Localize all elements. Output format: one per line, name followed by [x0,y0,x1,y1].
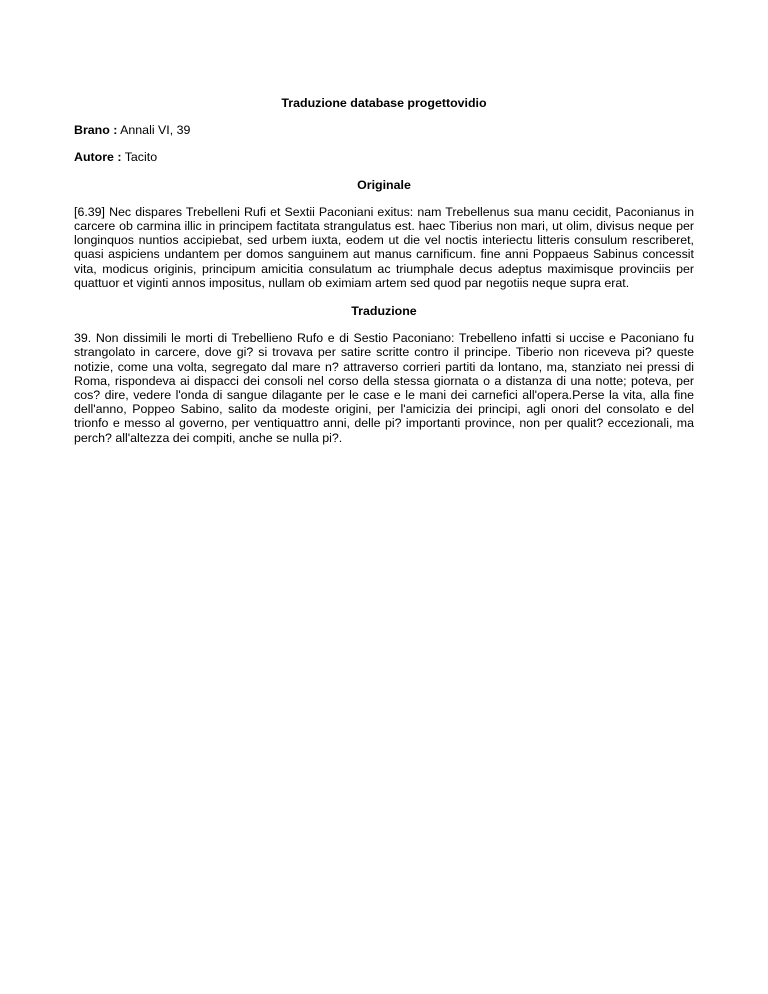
autore-label: Autore : [74,150,122,165]
brano-value: Annali VI, 39 [120,123,191,138]
document-page [74,96,694,459]
translation-text: 39. Non dissimili le morti di Trebellieno Rufo e di Sestio Paconiano: Trebelleno infatti si uccise e Paconiano fu strangolato in carcere, dove gi? si trovava per satire scritte contro il principe. Tiberio non riceveva pi? queste notizie, come una volta, segregato dal mare n? attraverso corrieri partiti da lontano, ma, stanziato nei pressi di Roma, rispondeva ai dispacci dei consoli nel corso della stessa giornata o a distanza di una notte; poteva, per cos? dire, vedere l'onda di sangue dilagante per le case e le mani dei carnefici all'opera.Perse la vita, alla fine dell'anno, Poppeo Sabino, salito da modeste origini, per l'amicizia dei principi, agli onori del consolato e del trionfo e messo al governo, per ventiquattro anni, delle pi? importanti province, non per qualit? eccezionali, ma perch? all'altezza dei compiti, anche se nulla pi?. [74,331,694,445]
brano-line [74,123,694,137]
original-text: [6.39] Nec dispares Trebelleni Rufi et Sextii Paconiani exitus: nam Trebellenus sua manu cecidit, Paconianus in carcere ob carmina illic in principem factitata strangulatus est. haec Tiberius non mari, ut olim, divisus neque per longinquos nuntios accipiebat, sed urbem iuxta, eodem ut die vel noctis interiectu litteris consulum rescriberet, quasi aspiciens undantem per domos sanguinem aut manus carnificum. fine anni Poppaeus Sabinus concessit vita, modicus originis, principum amicitia consulatum ac triumphale decus adeptus maximisque provinciis per quattuor et viginti annos impositus, nullam ob eximiam artem sed quod par negotiis neque supra erat. [74,204,694,290]
autore-line [74,150,694,164]
autore-value: Tacito [124,150,158,165]
translation-heading: Traduzione [351,304,417,319]
brano-label: Brano : [74,123,118,138]
original-heading: Originale [357,177,411,192]
document-title: Traduzione database progettovidio [281,96,487,110]
